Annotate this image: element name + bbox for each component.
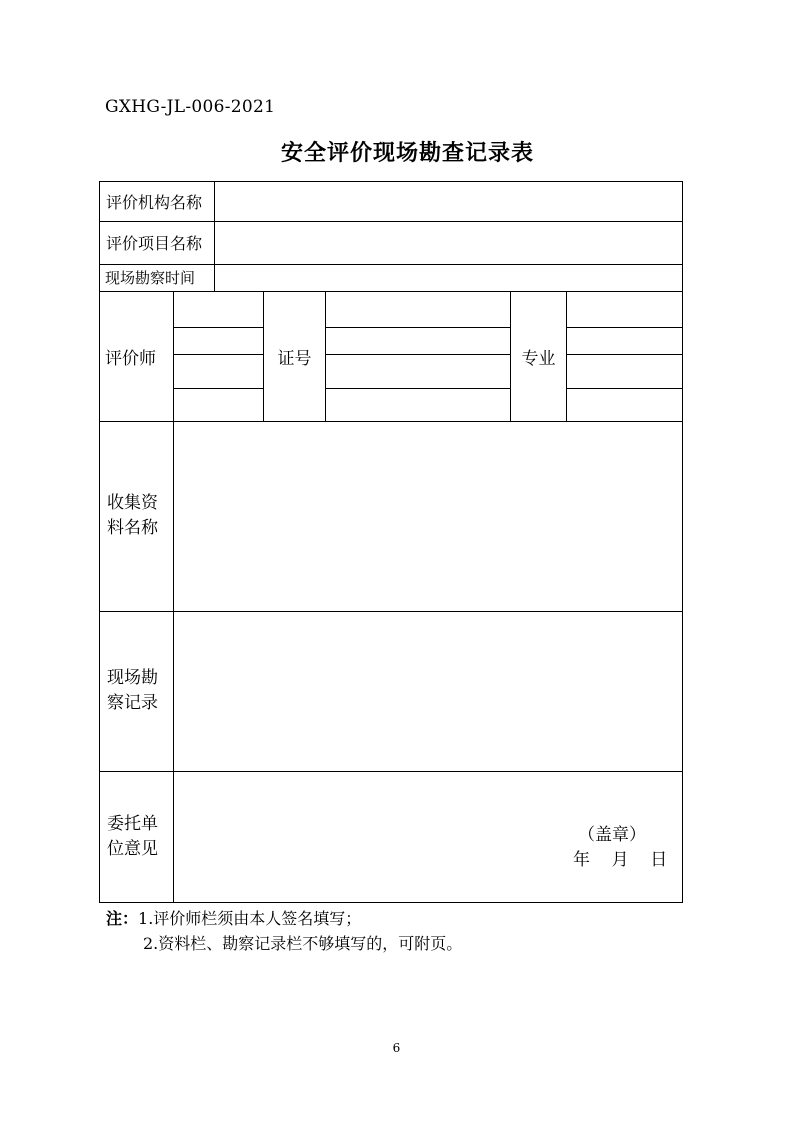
major-label: 专业 <box>521 348 556 369</box>
materials-label: 收集资 料名称 <box>107 493 158 538</box>
note-line-2: 2.资料栏、勘察记录栏不够填写的，可附页。 <box>143 934 463 953</box>
page-title: 安全评价现场勘查记录表 <box>280 141 534 166</box>
document-code: GXHG-JL-006-2021 <box>105 97 276 117</box>
survey-record-label: 现场勘 察记录 <box>107 668 158 713</box>
note-line-1: 注：1.评价师栏须由本人签名填写； <box>106 909 362 928</box>
client-opinion-label: 委托单 位意见 <box>107 813 158 859</box>
seal-text: （盖章） <box>578 825 646 845</box>
page-number: 6 <box>392 1041 401 1055</box>
survey-time-label: 现场勘察时间 <box>105 269 196 287</box>
org-name-label: 评价机构名称 <box>106 192 203 212</box>
date-text: 年 月 日 <box>573 850 668 870</box>
assessor-label: 评价师 <box>105 348 156 369</box>
project-name-label: 评价项目名称 <box>106 234 203 253</box>
certificate-number-label: 证号 <box>277 348 312 369</box>
